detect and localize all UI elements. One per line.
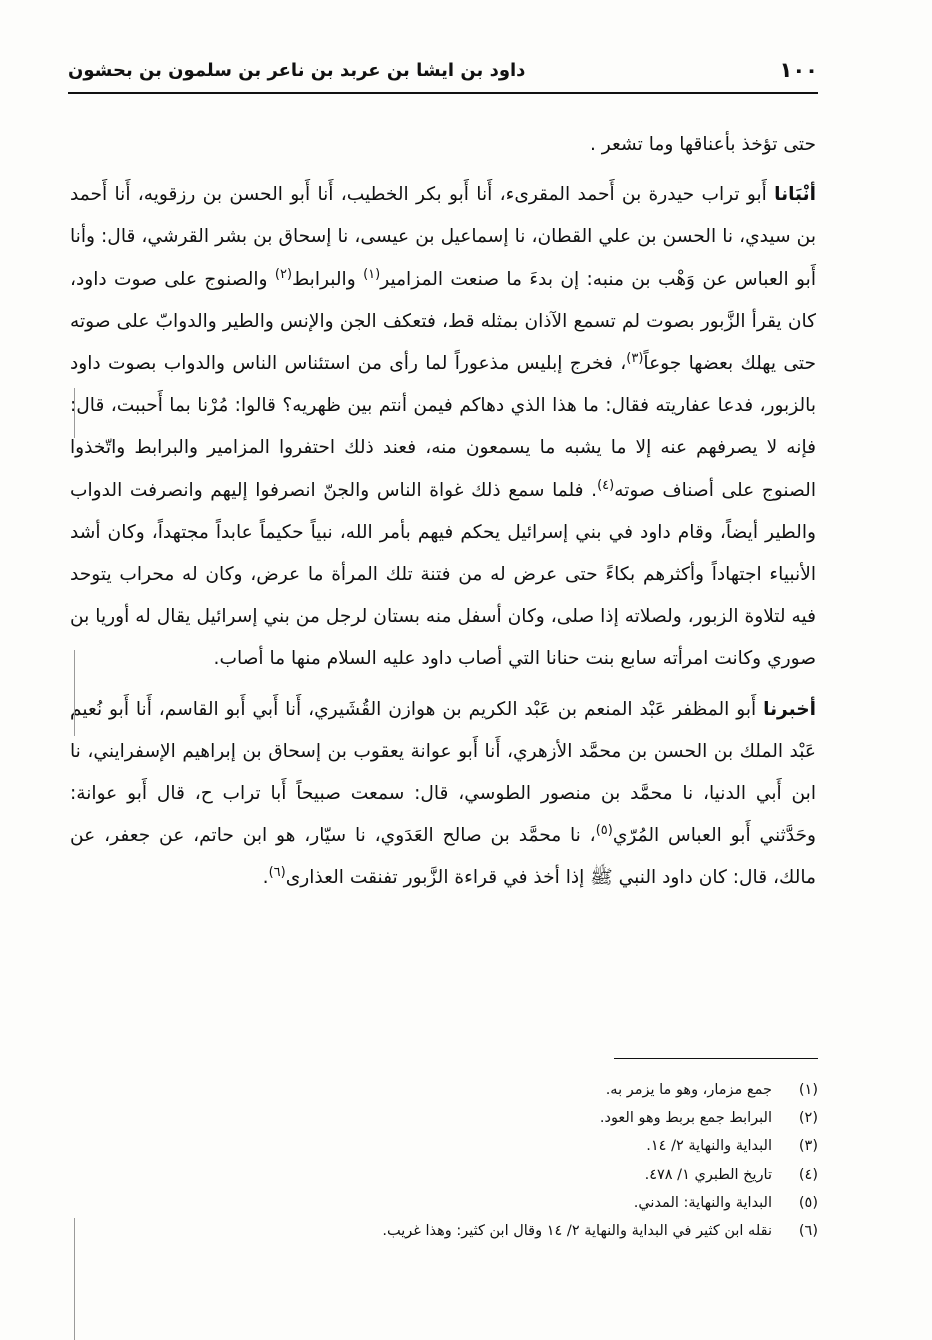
footnote-ref-3[interactable]: (٣) (626, 350, 644, 366)
footnote-ref-4[interactable]: (٤) (597, 477, 615, 493)
paragraph-3-text-3: . (262, 867, 269, 889)
paragraph-2-text-1: أَبو تراب حيدرة بن أَحمد المقرىء، أَنا أَبو بكر الخطيب، أَنا أَبو الحسن بن رزقويه، أَنا أَحمد بن سيدي، نا الحسن بن علي القطان، نا إسماعيل بن عيسى، نا إسحاق بن بشر القرشي، قال: وأنا أَبو العباس عن وَهْب بن منبه: إن بدءَ ما صنعت المزامير (70, 184, 816, 290)
paragraph-2 (70, 174, 816, 680)
paragraph-3 (70, 689, 816, 900)
paragraph-3-text-2: ، نا محمَّد بن صالح العَدَوي، نا سيّار، هو ابن حاتم، عن جعفر، عن مالك، قال: كان داود النبي ﷺ إذا أخذ في قراءة الزَّبور تفنقت العذارى (70, 825, 816, 889)
footnote-text: البداية والنهاية ٢/ ١٤. (646, 1138, 772, 1155)
page-number: ١٠٠ (779, 58, 818, 82)
paragraph-1-text: حتى تؤخذ بأعناقها وما تشعر . (589, 134, 816, 155)
footnote-5 (250, 1189, 818, 1217)
header-rule (68, 92, 818, 94)
footnote-3 (250, 1132, 818, 1160)
paragraph-2-text-4: ، فخرج إبليس مذعوراً لما رأى من استئناس الناس والدواب بصوت داود بالزبور، فدعا عفاريته فقال: ما هذا الذي دهاكم فيمن أنتم بين ظهريه؟ قالوا: مُرْنا بما أَحببت، قال: فإنه لا يصرفهم عنه إلا ما يشبه ما يسمعون منه، فعند ذلك احتفروا المزامير والبرابط واتّخذوا الصنوج على أصناف صوته (70, 353, 817, 501)
running-header (68, 58, 818, 92)
footnote-ref-2[interactable]: (٢) (274, 266, 293, 282)
scan-margin-mark (74, 650, 75, 736)
footnote-ref-6[interactable]: (٦) (268, 865, 286, 881)
footnote-2 (250, 1104, 818, 1132)
running-title: داود بن ايشا بن عربد بن ناعر بن سلمون بن بحشون (68, 60, 526, 81)
footnote-text: تاريخ الطبري ١/ ٤٧٨. (644, 1166, 772, 1183)
footnotes (250, 1076, 818, 1245)
scan-margin-mark (74, 1218, 75, 1340)
footnote-text: البداية والنهاية: المدني. (633, 1194, 772, 1211)
paragraph-2-text-2: والبرابط (292, 268, 364, 290)
paragraph-3-text-1: أَبو المظفر عَبْد المنعم بن عَبْد الكريم بن هوازن القُشَيري، أَنا أَبي أَبو القاسم، أَنا أَبو نُعيم عَبْد الملك بن الحسن بن محمَّد الأزهري، أَنا أَبو عوانة يعقوب بن إسحاق بن إبراهيم الإسفرايني، نا ابن أَبي الدنيا، نا محمَّد بن منصور الطوسي، قال: سمعت صبيحاً أَبا تراب ح، قال أَبو عوانة: وحَدَّثني أَبو العباس المُرّي (70, 698, 816, 847)
footnote-number: (٢) (798, 1110, 818, 1127)
main-text (70, 124, 816, 900)
footnote-number: (٥) (798, 1194, 818, 1211)
footnote-number: (١) (798, 1082, 818, 1098)
footnote-number: (٣) (798, 1138, 818, 1155)
footnote-text: جمع مزمار، وهو ما يزمر به. (605, 1082, 772, 1098)
footnote-6 (250, 1217, 818, 1245)
isnad-lead-akhbarana: أخبرنا (763, 698, 816, 720)
footnote-ref-1[interactable]: (١) (363, 266, 381, 282)
footnote-number: (٤) (798, 1166, 818, 1183)
footnote-ref-5[interactable]: (٥) (595, 823, 613, 839)
paragraph-2-text-3: والصنوج على صوت داود، كان يقرأ الزَّبور بصوت لم تسمع الآذان بمثله قط، فتعكف الجن والإنس والطير والدوابّ على صوته حتى يهلك بعضها جوعاً (70, 268, 816, 375)
scan-margin-mark (74, 388, 75, 438)
footnote-text: البرابط جمع بربط وهو العود. (599, 1110, 772, 1127)
footnote-text: نقله ابن كثير في البداية والنهاية ٢/ ١٤ وقال ابن كثير: وهذا غريب. (382, 1223, 772, 1240)
isnad-lead-anbana: أنْبَانا (774, 184, 816, 206)
footnote-number: (٦) (798, 1223, 818, 1240)
paragraph-1 (70, 124, 816, 166)
paragraph-2-text-5: . فلما سمع ذلك غواة الناس والجنّ انصرفوا إليهم وانصرفت الدواب والطير أيضاً، وقام داود في بني إسرائيل يحكم فيهم بأمر الله، نبياً حكيماً عابداً مجتهداً، وكان أشد الأنبياء اجتهاداً وأكثرهم بكاءً حتى عرض له من فتنة تلك المرأة ما عرض، وكان له محراب يتوحد فيه لتلاوة الزبور، ولصلاته إذا صلى، وكان أسفل منه بستان لرجل من بني إسرائيل يقال له أوريا بن صوري وكانت امرأته سابع بنت حنانا التي أصاب داود عليه السلام منها ما أصاب. (70, 479, 816, 670)
footnote-separator (614, 1058, 818, 1059)
footnote-4 (250, 1161, 818, 1189)
footnote-1 (250, 1076, 818, 1104)
